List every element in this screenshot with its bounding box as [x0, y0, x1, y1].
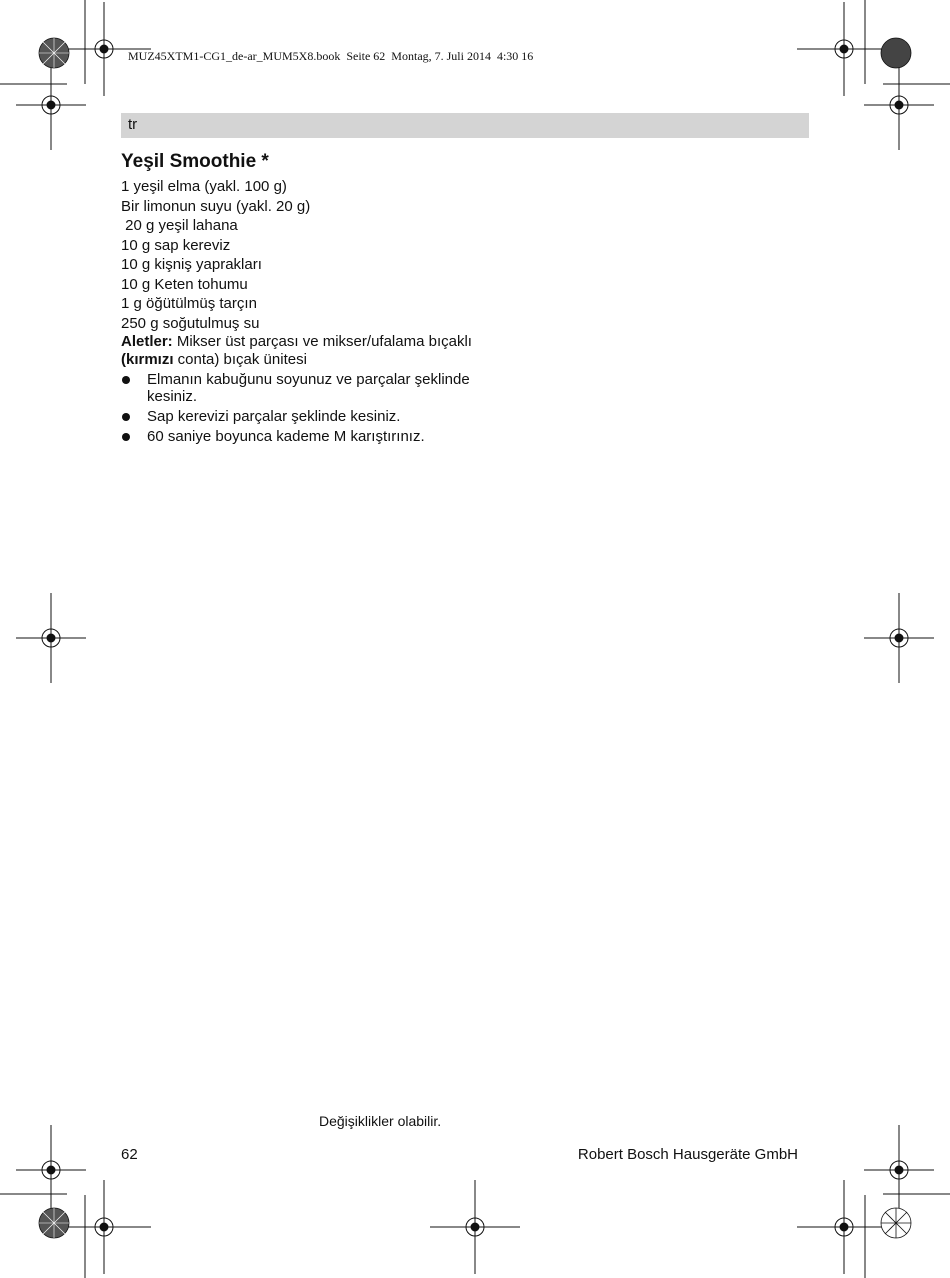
recipe: [121, 150, 481, 448]
page-number: 62: [121, 1146, 138, 1163]
tools-text: conta) bıçak ünitesi: [173, 351, 307, 368]
language-bar: [121, 113, 809, 138]
ingredient-line: 1 yeşil elma (yakl. 100 g): [121, 178, 287, 195]
step-item: Sap kerevizi parçalar şeklinde kesiniz.: [121, 408, 481, 425]
recipe-title: Yeşil Smoothie *: [121, 151, 269, 172]
steps-list: [121, 371, 481, 445]
ingredient-line: 10 g Keten tohumu: [121, 275, 248, 293]
ingredient-line: 1 g öğütülmüş tarçın: [121, 295, 257, 312]
tools-text: Mikser üst parçası ve mikser/ufalama bıçaklı: [172, 333, 472, 350]
ingredient-line: 20 g yeşil lahana: [121, 217, 238, 234]
company-name: Robert Bosch Hausgeräte GmbH: [577, 1146, 798, 1163]
bullet-icon: [122, 413, 130, 421]
step-item: 60 saniye boyunca kademe M karıştırınız.: [121, 428, 481, 445]
footer-note: Değişiklikler olabilir.: [319, 1113, 442, 1129]
tools-label: Aletler:: [121, 333, 173, 350]
bullet-icon: [122, 433, 130, 441]
ingredient-line: 10 g sap kereviz: [121, 236, 231, 254]
print-header: MUZ45XTM1-CG1_de-ar_MUM5X8.book Seite 62 Montag, 7. Juli 2014 4:30 16: [128, 49, 534, 63]
gray-target-icon: [881, 38, 911, 68]
tools-line: [121, 333, 481, 369]
ingredient-line: 10 g kişniş yaprakları: [121, 256, 262, 273]
language-tag: tr: [128, 116, 138, 133]
bullet-icon: [122, 376, 130, 384]
tools-emphasis: (kırmızı: [121, 351, 174, 368]
ingredient-line: 250 g soğutulmuş su: [121, 314, 260, 332]
ingredient-line: Bir limonun suyu (yakl. 20 g): [121, 197, 311, 215]
step-item: Elmanın kabuğunu soyunuz ve parçalar şeklinde kesiniz.: [121, 371, 481, 405]
